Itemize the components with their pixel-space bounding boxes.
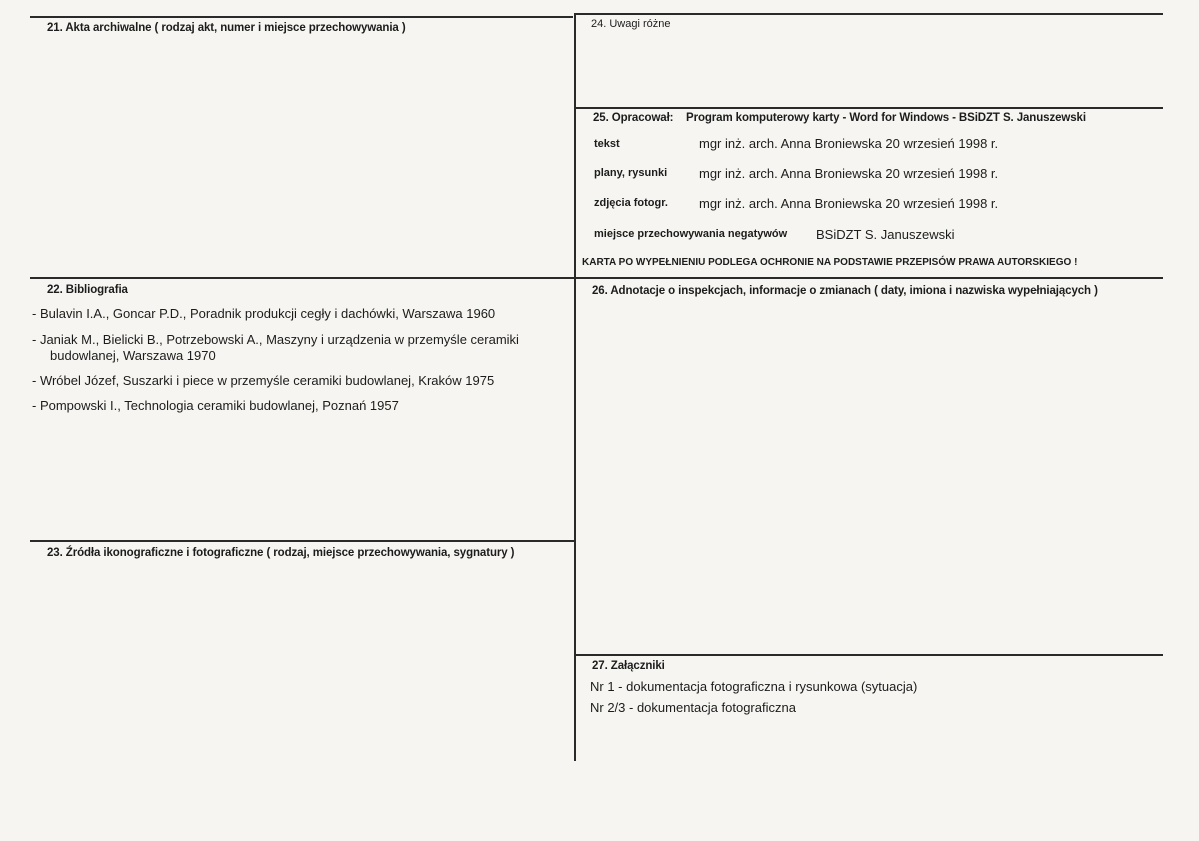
negatives-location-value: BSiDZT S. Januszewski — [816, 227, 955, 242]
photos-author-label: zdjęcia fotogr. — [594, 197, 668, 209]
rule-22-23 — [30, 540, 575, 542]
top-rule-left — [30, 16, 573, 18]
section-24-title: 24. Uwagi różne — [591, 18, 671, 30]
bibliography-item-2-cont: budowlanej, Warszawa 1970 — [50, 348, 216, 363]
negatives-location-label: miejsce przechowywania negatywów — [594, 228, 788, 240]
top-rule-right — [576, 13, 1163, 15]
rule-26-27 — [576, 654, 1163, 656]
bibliography-item-2: - Janiak M., Bielicki B., Potrzebowski A., Maszyny i urządzenia w przemyśle ceramiki — [32, 332, 519, 347]
section-25-label: 25. Opracował: — [593, 112, 674, 124]
text-author-value: mgr inż. arch. Anna Broniewska 20 wrzesień 1998 r. — [699, 136, 999, 151]
text-author-label: tekst — [594, 138, 620, 150]
center-divider — [574, 13, 576, 761]
program-credit: Program komputerowy karty - Word for Windows - BSiDZT S. Januszewski — [686, 112, 1086, 124]
rule-24-25 — [576, 107, 1163, 109]
plans-author-label: plany, rysunki — [594, 167, 668, 179]
bibliography-item-3: - Wróbel Józef, Suszarki i piece w przemyśle ceramiki budowlanej, Kraków 1975 — [32, 373, 495, 388]
section-22-title: 22. Bibliografia — [47, 284, 128, 296]
copyright-notice: KARTA PO WYPEŁNIENIU PODLEGA OCHRONIE NA PODSTAWIE PRZEPISÓW PRAWA AUTORSKIEGO ! — [582, 257, 1078, 268]
section-26-title: 26. Adnotacje o inspekcjach, informacje o zmianach ( daty, imiona i nazwiska wypełniających ) — [592, 285, 1098, 297]
rule-21-22 — [30, 277, 1163, 279]
section-23-title: 23. Źródła ikonograficzne i fotograficzne ( rodzaj, miejsce przechowywania, sygnatury ) — [47, 547, 515, 559]
photos-author-value: mgr inż. arch. Anna Broniewska 20 wrzesień 1998 r. — [699, 196, 999, 211]
section-21-title: 21. Akta archiwalne ( rodzaj akt, numer i miejsce przechowywania ) — [47, 22, 406, 34]
bibliography-item-4: - Pompowski I., Technologia ceramiki budowlanej, Poznań 1957 — [32, 398, 399, 413]
plans-author-value: mgr inż. arch. Anna Broniewska 20 wrzesień 1998 r. — [699, 166, 999, 181]
bibliography-item-1: - Bulavin I.A., Goncar P.D., Poradnik produkcji cegły i dachówki, Warszawa 1960 — [32, 306, 496, 321]
attachment-item-2: Nr 2/3 - dokumentacja fotograficzna — [590, 700, 796, 715]
section-27-title: 27. Załączniki — [592, 660, 665, 672]
attachment-item-1: Nr 1 - dokumentacja fotograficzna i rysunkowa (sytuacja) — [590, 679, 918, 694]
